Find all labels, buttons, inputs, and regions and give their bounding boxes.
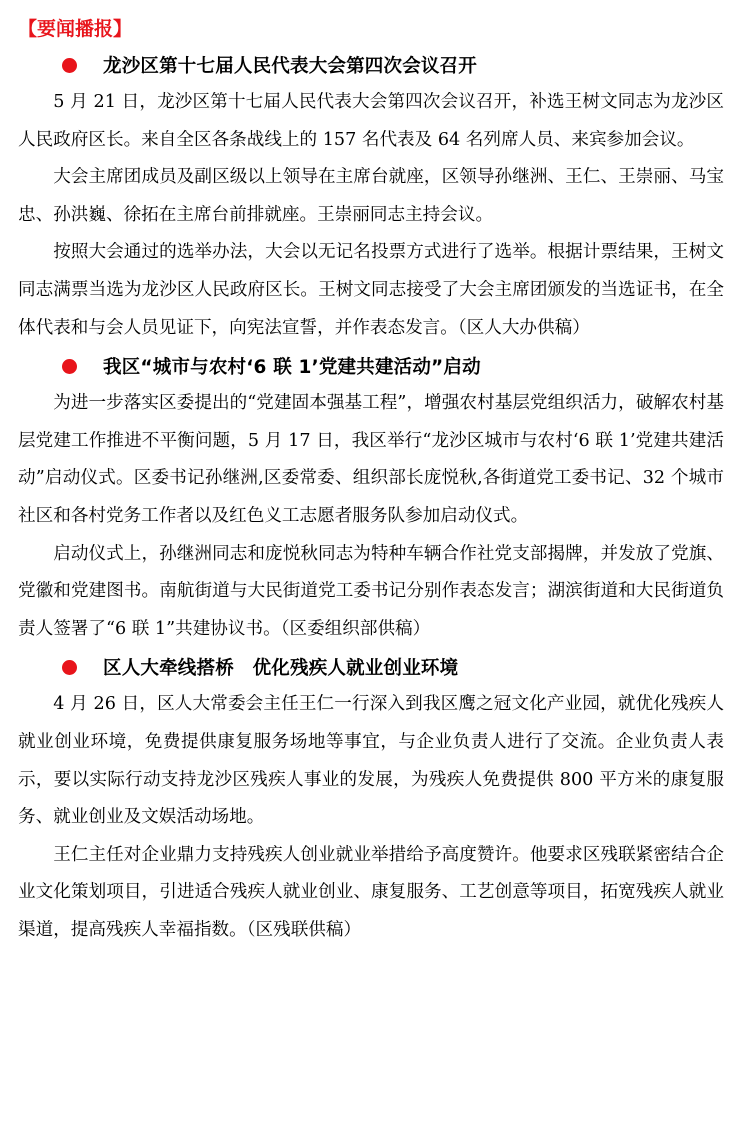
headline-text: 龙沙区第十七届人民代表大会第四次会议召开	[103, 56, 478, 77]
article-paragraph: 大会主席团成员及副区级以上领导在主席台就座，区领导孙继洲、王仁、王崇丽、马宝忠、孙洪巍、徐拓在主席台前排就座。王崇丽同志主持会议。	[18, 167, 724, 225]
article-paragraph: 为进一步落实区委提出的“党建固本强基工程”，增强农村基层党组织活力，破解农村基层党建工作推进不平衡问题，5 月 17 日，我区举行“龙沙区城市与农村‘6 联 1’党建共建活动”启动仪式。区委书记孙继洲,区委常委、组织部长庞悦秋,各街道党工委书记、32 个城市社区和各村党务工作者以及红色义工志愿者服务队参加启动仪式。	[18, 393, 724, 526]
article-1	[18, 46, 724, 347]
headline-text: 我区“城市与农村‘6 联 1’党建共建活动”启动	[103, 357, 481, 379]
article-paragraph: 5 月 21 日，龙沙区第十七届人民代表大会第四次会议召开，补选王树文同志为龙沙区人民政府区长。来自全区各条战线上的 157 名代表及 64 名列席人员、来宾参加会议。	[18, 92, 724, 150]
article-paragraph: 4 月 26 日，区人大常委会主任王仁一行深入到我区鹰之冠文化产业园，就优化残疾人就业创业环境，免费提供康复服务场地等事宜，与企业负责人进行了交流。企业负责人表示，要以实际行动支持龙沙区残疾人事业的发展，为残疾人免费提供 800 平方米的康复服务、就业创业及文娱活动场地。	[18, 694, 724, 828]
red-dot-bullet-icon	[62, 359, 77, 374]
article-paragraph: 王仁主任对企业鼎力支持残疾人创业就业举措给予高度赞许。他要求区残联紧密结合企业文化策划项目，引进适合残疾人就业创业、康复服务、工艺创意等项目，拓宽残疾人就业渠道，提高残疾人幸福指数。（区残联供稿）	[18, 844, 724, 940]
section-title: 【要闻播报】	[18, 18, 133, 40]
red-dot-bullet-icon	[62, 58, 77, 73]
article-3	[18, 648, 724, 949]
article-headline	[18, 347, 724, 385]
red-dot-bullet-icon	[62, 660, 77, 675]
article-paragraph: 启动仪式上，孙继洲同志和庞悦秋同志为特种车辆合作社党支部揭牌，并发放了党旗、党徽和党建图书。南航街道与大民街道党工委书记分别作表态发言；湖滨街道和大民街道负责人签署了“6 联 1”共建协议书。（区委组织部供稿）	[18, 543, 724, 639]
headline-text: 区人大牵线搭桥 优化残疾人就业创业环境	[103, 658, 459, 680]
article-2	[18, 347, 724, 648]
article-headline	[18, 648, 724, 686]
article-headline	[18, 46, 724, 84]
article-paragraph: 按照大会通过的选举办法，大会以无记名投票方式进行了选举。根据计票结果，王树文同志满票当选为龙沙区人民政府区长。王树文同志接受了大会主席团颁发的当选证书，在全体代表和与会人员见证下，向宪法宣誓，并作表态发言。（区人大办供稿）	[18, 242, 724, 338]
